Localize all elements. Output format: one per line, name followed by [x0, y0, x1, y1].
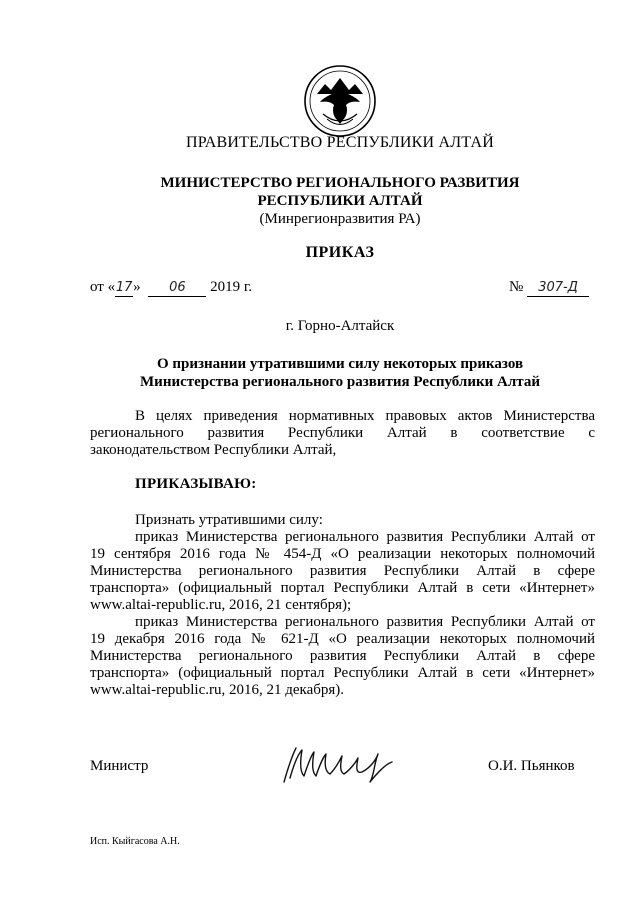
signatory-name: О.И. Пьянков: [488, 758, 575, 774]
number-value: 307-Д: [527, 280, 589, 297]
date-year: 2019 г.: [210, 279, 253, 295]
government-title: ПРАВИТЕЛЬСТВО РЕСПУБЛИКИ АЛТАЙ: [186, 134, 494, 151]
item-line: транспорта» (официальный портал Республики Алтай в сети «Интернет»: [90, 665, 595, 681]
item-line: www.altai-republic.ru, 2016, 21 сентября);: [90, 597, 352, 613]
ministry-line-1: МИНИСТЕРСТВО РЕГИОНАЛЬНОГО РАЗВИТИЯ: [160, 175, 520, 191]
items-intro: Признать утратившими силу:: [135, 512, 323, 528]
ministry-line-2: РЕСПУБЛИКИ АЛТАЙ: [257, 193, 423, 209]
item-line: Министерства регионального развития Республики Алтай в сфере: [90, 648, 595, 664]
document-type: ПРИКАЗ: [305, 244, 375, 261]
subject-line-1: О признании утратившими силу некоторых приказов: [156, 356, 524, 372]
executor: Исп. Кыйгасова А.Н.: [90, 836, 180, 847]
ministry-title: [0, 174, 640, 210]
preamble-line: законодательством Республики Алтай,: [90, 442, 337, 458]
date-prefix: от «: [90, 279, 116, 295]
item-line: приказ Министерства регионального развития Республики Алтай от: [135, 614, 595, 630]
order-subject: [0, 355, 640, 391]
order-date: [90, 279, 252, 297]
item-line: www.altai-republic.ru, 2016, 21 декабря).: [90, 682, 345, 698]
order-number: [509, 279, 589, 297]
order-items: [90, 512, 595, 699]
number-prefix: №: [509, 279, 524, 295]
date-mid: »: [133, 279, 141, 295]
orders-word: ПРИКАЗЫВАЮ:: [135, 476, 257, 492]
item-line: приказ Министерства регионального развития Республики Алтай от: [135, 529, 595, 545]
date-day: 17: [115, 280, 133, 295]
signatory-title: Министр: [90, 758, 149, 774]
preamble-line: В целях приведения нормативных правовых актов Министерства: [135, 408, 595, 424]
ministry-abbreviation: (Минрегионразвития РА): [259, 211, 421, 227]
item-line: Министерства регионального развития Республики Алтай в сфере: [90, 563, 595, 579]
preamble-line: регионального развития Республики Алтай в соответствие с: [90, 425, 595, 441]
item-line: транспорта» (официальный портал Республики Алтай в сети «Интернет»: [90, 580, 595, 596]
coat-of-arms-emblem: [303, 64, 377, 138]
item-line: 19 сентября 2016 года № 454-Д «О реализации некоторых полномочий: [90, 546, 595, 562]
city: г. Горно-Алтайск: [285, 318, 395, 334]
preamble: [90, 408, 595, 459]
handwritten-signature: [278, 742, 398, 786]
subject-line-2: Министерства регионального развития Республики Алтай: [140, 374, 540, 390]
date-month: 06: [148, 280, 206, 297]
item-line: 19 декабря 2016 года № 621-Д «О реализации некоторых полномочий: [90, 631, 595, 647]
